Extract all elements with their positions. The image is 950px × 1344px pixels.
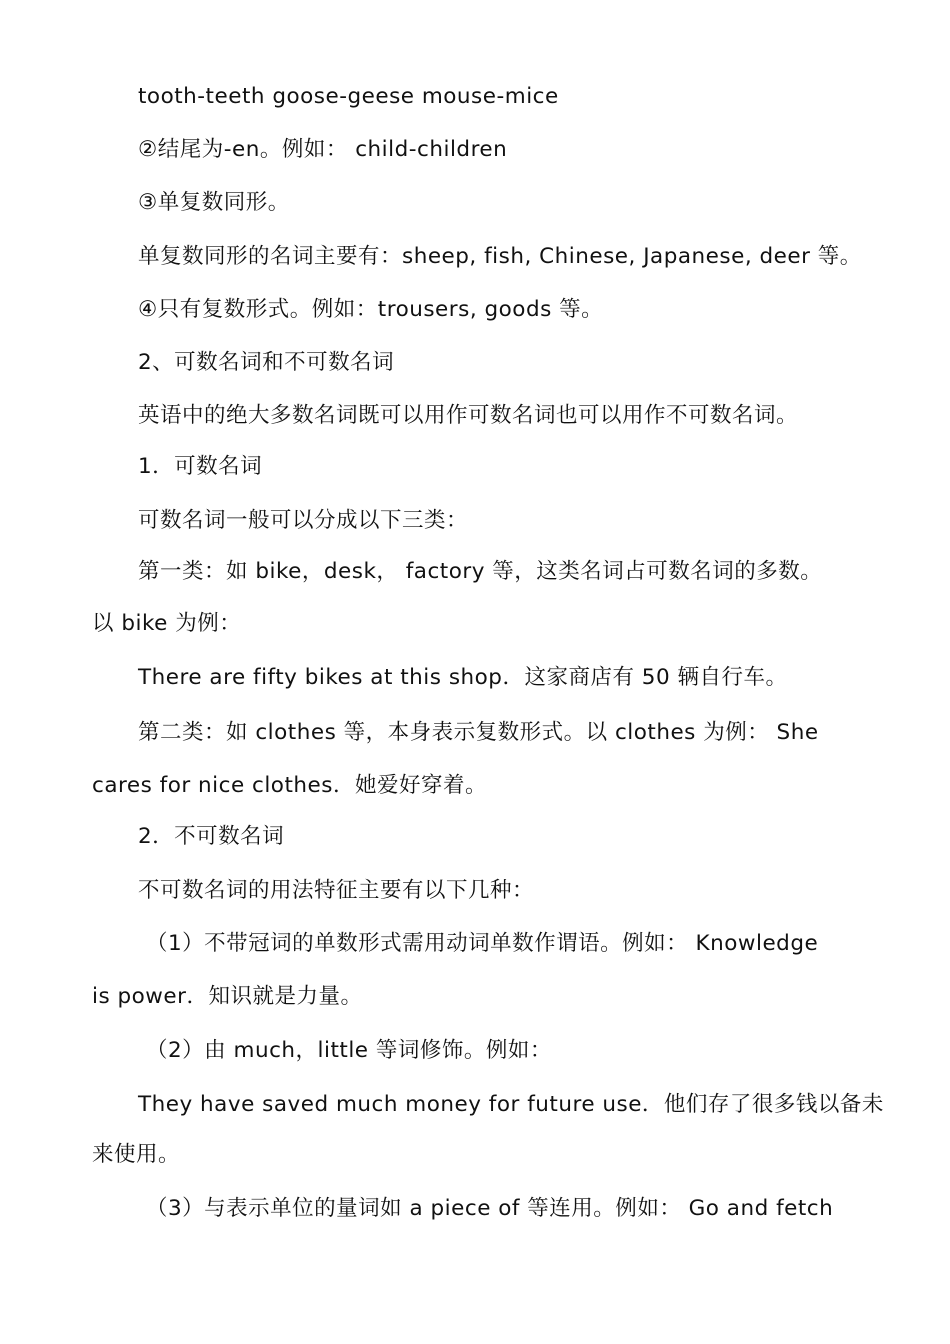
- text-line: tooth-teeth goose-geese mouse-mice: [138, 84, 559, 109]
- example-sentence: cares for nice clothes．她爱好穿着。: [92, 773, 487, 798]
- text-line: ④只有复数形式。例如：trousers, goods 等。: [138, 297, 604, 322]
- section-heading: 2、可数名词和不可数名词: [138, 350, 395, 375]
- text-line: 可数名词一般可以分成以下三类：: [138, 508, 469, 533]
- section-heading: 2．不可数名词: [138, 824, 285, 849]
- example-sentence: They have saved much money for future use．他们存了很多钱以备未: [138, 1092, 884, 1117]
- text-line: 第一类：如 bike，desk， factory 等，这类名词占可数名词的多数。: [138, 559, 823, 584]
- text-line: 以 bike 为例：: [92, 611, 242, 636]
- text-line: 英语中的绝大多数名词既可以用作可数名词也可以用作不可数名词。: [138, 403, 799, 428]
- text-line: 第二类：如 clothes 等，本身表示复数形式。以 clothes 为例： She: [138, 720, 819, 745]
- text-line: 单复数同形的名词主要有：sheep, fish, Chinese, Japanese, deer 等。: [138, 244, 862, 269]
- section-heading: 1．可数名词: [138, 454, 263, 479]
- text-line: （2）由 much，little 等词修饰。例如：: [146, 1038, 552, 1063]
- example-sentence: 来使用。: [92, 1142, 181, 1167]
- text-line: （1）不带冠词的单数形式需用动词单数作谓语。例如： Knowledge: [146, 931, 819, 956]
- text-line: ③单复数同形。: [138, 190, 290, 215]
- text-line: （3）与表示单位的量词如 a piece of 等连用。例如： Go and fetch: [146, 1196, 834, 1221]
- example-sentence: is power．知识就是力量。: [92, 984, 363, 1009]
- text-line: ②结尾为-en。例如： child-children: [138, 137, 508, 162]
- text-line: 不可数名词的用法特征主要有以下几种：: [138, 878, 535, 903]
- example-sentence: There are fifty bikes at this shop．这家商店有 50 辆自行车。: [138, 665, 788, 690]
